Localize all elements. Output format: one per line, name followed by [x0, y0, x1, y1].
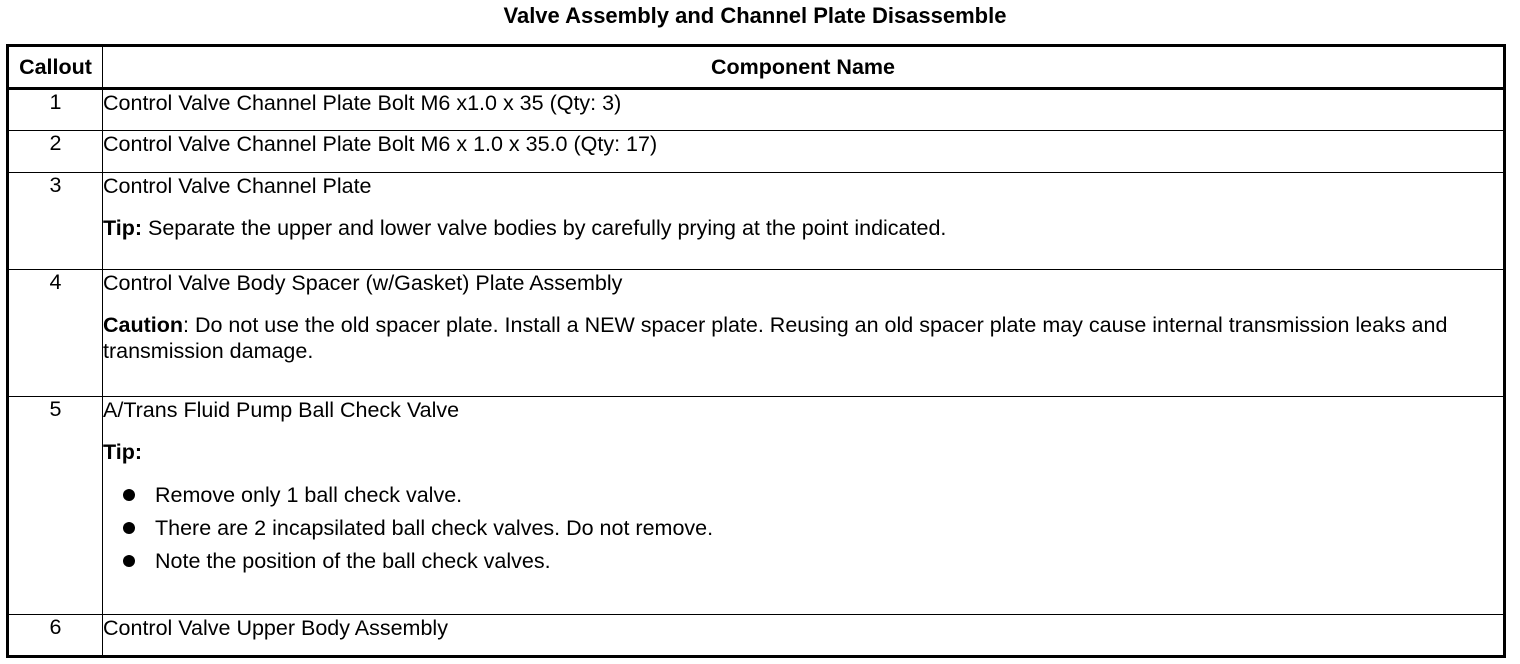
- component-name: Control Valve Channel Plate: [103, 174, 372, 198]
- callout-cell: 6: [8, 615, 103, 657]
- component-cell: [103, 615, 1505, 657]
- document-title: Valve Assembly and Channel Plate Disassemble: [503, 3, 1007, 28]
- caution-note: [103, 312, 1503, 364]
- table-row: [8, 89, 1505, 131]
- list-item-text: Remove only 1 ball check valve.: [155, 483, 463, 507]
- components-table: [6, 44, 1506, 658]
- list-item-text: There are 2 incapsilated ball check valves. Do not remove.: [155, 516, 714, 540]
- tip-text: Separate the upper and lower valve bodies by carefully prying at the point indicated.: [142, 216, 947, 240]
- component-name: Control Valve Upper Body Assembly: [103, 616, 448, 640]
- callout-cell: 4: [8, 270, 103, 397]
- tip-bullet-list: [103, 479, 1503, 578]
- table-row: [8, 397, 1505, 615]
- table-row: [8, 173, 1505, 270]
- component-cell: [103, 173, 1505, 270]
- table-row: [8, 615, 1505, 657]
- component-cell: [103, 270, 1505, 397]
- component-name: Control Valve Channel Plate Bolt M6 x 1.0 x 35.0 (Qty: 17): [103, 132, 658, 156]
- component-cell: [103, 397, 1505, 615]
- component-name: Control Valve Body Spacer (w/Gasket) Plate Assembly: [103, 271, 623, 295]
- callout-header: Callout: [8, 46, 103, 89]
- callout-cell: 5: [8, 397, 103, 615]
- component-name: A/Trans Fluid Pump Ball Check Valve: [103, 398, 460, 422]
- table-row: [8, 270, 1505, 397]
- caution-label: Caution: [103, 313, 184, 337]
- caution-text: : Do not use the old spacer plate. Install a NEW spacer plate. Reusing an old spacer plate may cause internal transmission leaks and transmission damage.: [103, 313, 1448, 363]
- list-item: [121, 479, 1503, 512]
- component-name-header: Component Name: [103, 46, 1505, 89]
- callout-cell: 3: [8, 173, 103, 270]
- tip-label: Tip:: [103, 216, 143, 240]
- bullet-icon: [123, 522, 135, 534]
- tip-note: [103, 215, 1503, 241]
- bullet-icon: [123, 489, 135, 501]
- tip-label: Tip:: [103, 440, 143, 464]
- component-cell: [103, 89, 1505, 131]
- list-item: [121, 545, 1503, 578]
- component-name: Control Valve Channel Plate Bolt M6 x1.0 x 35 (Qty: 3): [103, 91, 622, 115]
- component-cell: [103, 131, 1505, 173]
- callout-cell: 2: [8, 131, 103, 173]
- callout-cell: 1: [8, 89, 103, 131]
- bullet-icon: [123, 555, 135, 567]
- list-item-text: Note the position of the ball check valves.: [155, 549, 551, 573]
- list-item: [121, 512, 1503, 545]
- table-row: [8, 131, 1505, 173]
- table-header-row: [8, 46, 1505, 89]
